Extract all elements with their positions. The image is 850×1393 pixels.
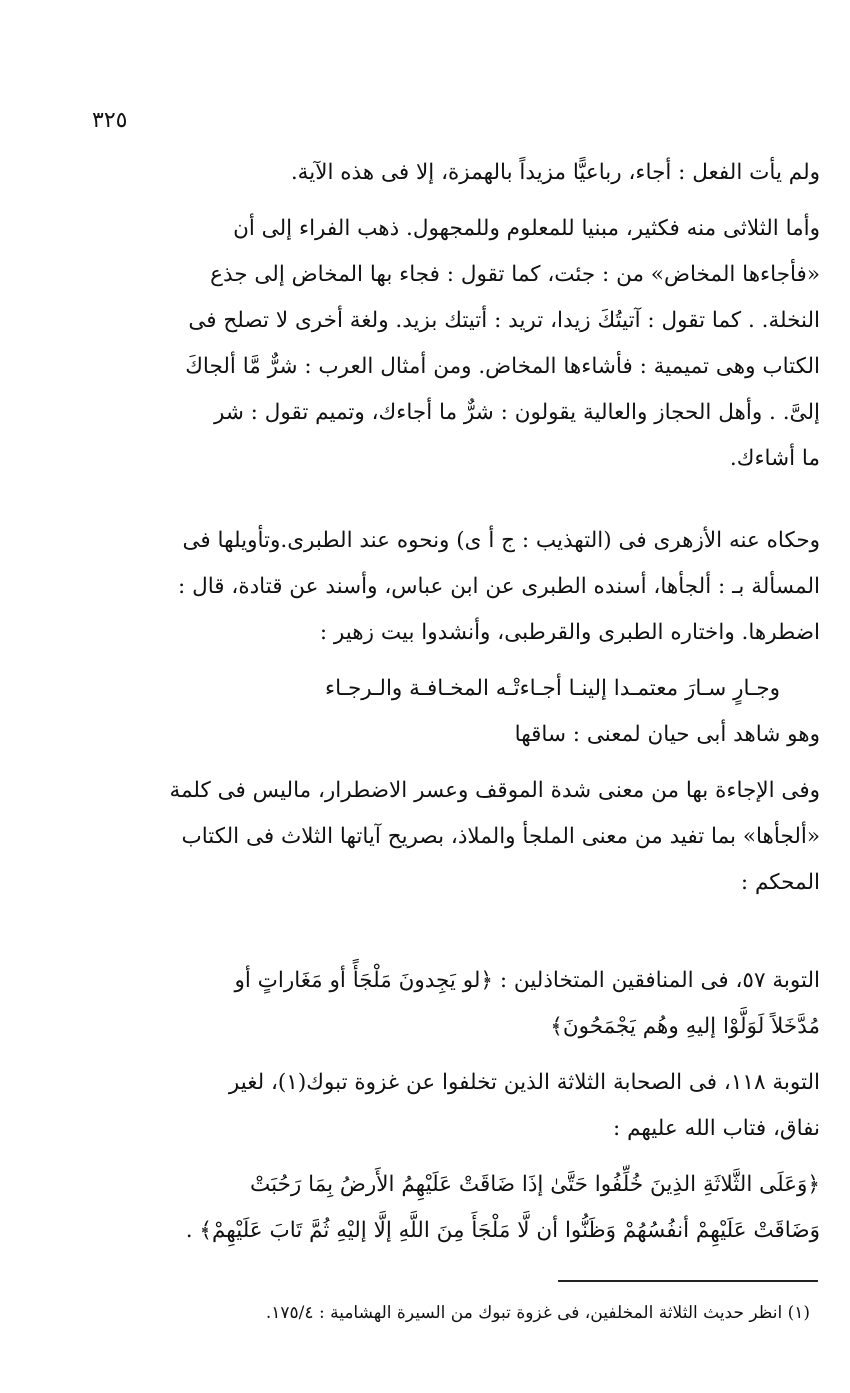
text-line: المحكم : [740,870,820,895]
text-line: اضطرها. واختاره الطبرى والقرطبى، وأنشدوا بيت زهير : [319,620,820,645]
quran-quote-line: وَضَاقَتْ عَلَيْهِمْ أنفُسُهُمْ وَظَنُّوا أن لَّا مَلْجَأَ مِنَ اللَّهِ إلَّا إليْهِ ثُمَّ تَابَ عَلَيْهِمْ﴾ . [185,1218,820,1243]
poetry-verse: وجـارٍ سـارَ معتمـدا إلينـا أجـاءتْـه المخـافـة والـرجـاء [324,676,780,701]
text-line: إلىَّ. . وأهل الحجاز والعالية يقولون : شرٌّ ما أجاءك، وتميم تقول : شر [213,400,820,425]
text-line: وهو شاهد أبى حيان لمعنى : ساقها [514,722,820,747]
text-line: «فأجاءها المخاض» من : جئت، كما تقول : فجاء بها المخاض إلى جذع [210,262,820,287]
text-line: ما أشاءك. [729,446,820,471]
paragraph-group-3 [88,958,820,1254]
text-line: المسألة بـ : ألجأها، أسنده الطبرى عن ابن عباس، وأسند عن قتادة، قال : [178,574,820,599]
text-line: ولم يأت الفعل : أجاء، رباعيًّا مزيداً بالهمزة، إلا فى هذه الآية. [290,160,820,185]
text-line: وأما الثلاثى منه فكثير، مبنيا للمعلوم وللمجهول. ذهب الفراء إلى أن [233,216,820,241]
footnote: (١) انظر حديث الثلاثة المخلفين، فى غزوة تبوك من السيرة الهشامية : ١٧٥/٤. [265,1303,810,1323]
text-line: النخلة. . كما تقول : آتيتُكَ زيدا، تريد : أتيتك بزيد. ولغة أخرى لا تصلح فى [188,308,820,333]
text-line: التوبة ١١٨، فى الصحابة الثلاثة الذين تخلفوا عن غزوة تبوك(١)، لغير [228,1070,820,1095]
text-line: وفى الإجاءة بها من معنى شدة الموقف وعسر الاضطرار، ماليس فى كلمة [169,778,820,803]
text-line: الكتاب وهى تميمية : فأشاءها المخاض. ومن أمثال العرب : شرٌّ مَّا ألجاكَ [185,354,820,379]
text-line: وحكاه عنه الأزهرى فى (التهذيب : ج أ ى) ونحوه عند الطبرى.وتأويلها فى [182,528,820,553]
quran-quote-line: ﴿وَعَلَى الثَّلاثَةِ الذِينَ خُلِّفُوا حَتَّىٰ إذَا ضَاقَتْ عَلَيْهِمُ الأَرضُ بِمَا رَحُبَتْ [250,1172,820,1197]
text-line: التوبة ٥٧، فى المنافقين المتخاذلين : ﴿لو يَجِدونَ مَلْجَأً أو مَغَاراتٍ أو [234,968,820,993]
paragraph-group-2 [96,518,820,906]
footnote-divider [558,1280,818,1282]
page-number: ٣٢٥ [92,108,128,133]
quran-quote-line: مُدَّخَلاً لَوَلَّوْا إليهِ وهُم يَجْمَحُونَ﴾ [550,1014,820,1039]
text-line: نفاق، فتاب الله عليهم : [613,1116,820,1141]
paragraph-group-1 [88,150,820,482]
text-line: «ألجأها» بما تفيد من معنى الملجأ والملاذ، بصريح آياتها الثلاث فى الكتاب [181,824,820,849]
